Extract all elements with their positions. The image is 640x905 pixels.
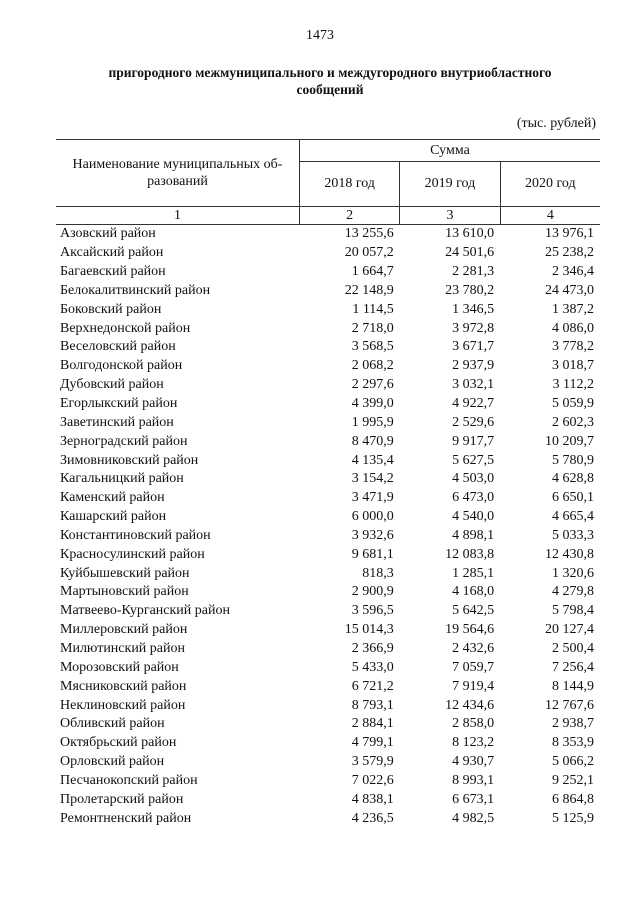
amount-2019: 4 898,1	[452, 527, 495, 543]
municipality-name: Куйбышевский район	[60, 565, 190, 581]
amount-2019: 8 993,1	[452, 772, 495, 788]
municipality-name: Заветинский район	[60, 414, 174, 430]
amount-2018: 4 399,0	[351, 396, 394, 412]
column-number-row	[56, 207, 600, 225]
amount-2020: 20 127,4	[545, 622, 594, 638]
amount-2020: 12 430,8	[545, 546, 594, 562]
table-row	[56, 677, 600, 696]
column-number-2: 2	[299, 207, 399, 225]
amount-2019: 12 083,8	[445, 546, 495, 562]
amount-2018: 2 884,1	[351, 716, 394, 732]
table-row	[56, 395, 600, 414]
amount-2018: 4 838,1	[351, 791, 394, 807]
municipality-name: Кашарский район	[60, 509, 167, 525]
amount-2020: 6 864,8	[552, 791, 594, 807]
municipality-name: Константиновский район	[60, 527, 211, 543]
table-row	[56, 470, 600, 489]
header-name-column	[56, 140, 299, 207]
amount-2019: 13 610,0	[445, 226, 495, 242]
table-row	[56, 545, 600, 564]
amount-2018: 2 718,0	[351, 320, 394, 336]
amount-2020: 3 778,2	[552, 339, 594, 355]
amount-2020: 9 252,1	[552, 772, 594, 788]
units-label: (тыс. рублей)	[516, 116, 596, 131]
municipality-name: Обливский район	[60, 716, 165, 732]
municipality-name: Октябрьский район	[60, 735, 177, 751]
amount-2018: 8 793,1	[351, 697, 394, 713]
amount-2020: 2 938,7	[552, 716, 594, 732]
header-name-line-2: разований	[147, 174, 208, 189]
amount-2018: 818,3	[362, 565, 394, 581]
table-row	[56, 564, 600, 583]
municipality-name: Егорлыкский район	[60, 396, 178, 412]
amount-2018: 6 721,2	[351, 678, 394, 694]
amount-2019: 2 858,0	[452, 716, 495, 732]
amount-2020: 12 767,6	[545, 697, 594, 713]
amount-2018: 2 366,9	[351, 640, 394, 656]
table-row	[56, 263, 600, 282]
table-row	[56, 527, 600, 546]
table-row	[56, 338, 600, 357]
table-row	[56, 225, 600, 244]
amount-2018: 4 135,4	[351, 452, 394, 468]
municipality-name: Азовский район	[60, 226, 156, 242]
table-row	[56, 300, 600, 319]
municipality-name: Морозовский район	[60, 659, 179, 675]
table-row	[56, 753, 600, 772]
table-row	[56, 432, 600, 451]
municipality-name: Аксайский район	[60, 245, 164, 261]
municipality-name: Волгодонской район	[60, 358, 183, 374]
header-year-2018: 2018 год	[299, 162, 399, 207]
amount-2019: 24 501,6	[445, 245, 495, 261]
table-row	[56, 357, 600, 376]
amount-2019: 1 285,1	[452, 565, 495, 581]
amount-2018: 8 470,9	[351, 433, 394, 449]
amount-2018: 2 297,6	[351, 377, 394, 393]
municipality-name: Зерноградский район	[60, 433, 188, 449]
municipality-name: Мясниковский район	[60, 678, 187, 694]
municipality-name: Веселовский район	[60, 339, 176, 355]
table-row	[56, 451, 600, 470]
table-row	[56, 413, 600, 432]
amount-2018: 1 664,7	[351, 264, 394, 280]
amount-2020: 5 780,9	[552, 452, 594, 468]
amount-2019: 4 168,0	[452, 584, 495, 600]
municipality-name: Кагальницкий район	[60, 471, 184, 487]
amount-2018: 5 433,0	[351, 659, 394, 675]
amount-2020: 5 066,2	[552, 754, 594, 770]
municipality-name: Пролетарский район	[60, 791, 184, 807]
amount-2019: 2 281,3	[452, 264, 495, 280]
amount-2019: 2 937,9	[452, 358, 495, 374]
municipality-name: Ремонтненский район	[60, 810, 192, 826]
amount-2019: 3 671,7	[452, 339, 495, 355]
table-row	[56, 771, 600, 790]
table-row	[56, 319, 600, 338]
amount-2018: 9 681,1	[351, 546, 394, 562]
amount-2019: 5 642,5	[452, 603, 495, 619]
municipality-name: Матвеево-Курганский район	[60, 603, 230, 619]
municipality-name: Белокалитвинский район	[60, 282, 211, 298]
amount-2019: 5 627,5	[452, 452, 495, 468]
amount-2018: 1 114,5	[352, 301, 394, 317]
amount-2019: 6 673,1	[452, 791, 495, 807]
amount-2020: 4 279,8	[552, 584, 594, 600]
municipality-name: Песчанокопский район	[60, 772, 198, 788]
amount-2019: 3 972,8	[452, 320, 495, 336]
amount-2019: 2 529,6	[452, 414, 495, 430]
document-heading	[50, 64, 610, 98]
table-row	[56, 508, 600, 527]
municipality-name: Боковский район	[60, 301, 162, 317]
header-year-2019: 2019 год	[400, 162, 500, 207]
table-row	[56, 809, 600, 828]
amount-2019: 2 432,6	[452, 640, 495, 656]
amount-2019: 4 930,7	[452, 754, 495, 770]
amount-2020: 5 798,4	[552, 603, 594, 619]
table-row	[56, 621, 600, 640]
column-number-4: 4	[500, 207, 600, 225]
municipality-name: Дубовский район	[60, 377, 164, 393]
amount-2020: 2 346,4	[552, 264, 594, 280]
table-body	[56, 225, 600, 829]
amount-2018: 15 014,3	[344, 622, 394, 638]
municipality-name: Неклиновский район	[60, 697, 186, 713]
amount-2019: 3 032,1	[452, 377, 495, 393]
amount-2020: 25 238,2	[545, 245, 594, 261]
table-row	[56, 658, 600, 677]
amount-2019: 4 922,7	[452, 396, 495, 412]
amount-2018: 13 255,6	[344, 226, 394, 242]
amount-2020: 1 387,2	[552, 301, 594, 317]
municipality-name: Красносулинский район	[60, 546, 205, 562]
amount-2019: 23 780,2	[445, 282, 495, 298]
header-name-line-1: Наименование муниципальных об-	[72, 157, 283, 172]
heading-line-1: пригородного межмуниципального и междугородного внутриобластного	[108, 65, 552, 80]
amount-2018: 3 568,5	[351, 339, 394, 355]
amount-2020: 5 059,9	[552, 396, 594, 412]
amount-2019: 6 473,0	[452, 490, 495, 506]
amount-2018: 3 932,6	[351, 527, 394, 543]
amount-2019: 12 434,6	[445, 697, 495, 713]
municipality-name: Миллеровский район	[60, 622, 188, 638]
municipality-name: Багаевский район	[60, 264, 166, 280]
column-number-3: 3	[400, 207, 500, 225]
table-row	[56, 376, 600, 395]
amount-2020: 5 033,3	[552, 527, 594, 543]
amount-2020: 2 500,4	[552, 640, 594, 656]
municipality-name: Зимовниковский район	[60, 452, 199, 468]
amount-2019: 1 346,5	[452, 301, 495, 317]
amount-2020: 7 256,4	[552, 659, 594, 675]
amount-2019: 4 982,5	[452, 810, 495, 826]
amount-2019: 7 059,7	[452, 659, 495, 675]
table-row	[56, 583, 600, 602]
amount-2018: 3 596,5	[351, 603, 394, 619]
amount-2020: 4 086,0	[552, 320, 594, 336]
column-number-1: 1	[56, 207, 299, 225]
heading-line-2: сообщений	[296, 82, 364, 97]
amount-2018: 4 799,1	[351, 735, 394, 751]
amount-2020: 8 353,9	[552, 735, 594, 751]
amount-2018: 1 995,9	[351, 414, 394, 430]
amount-2018: 2 068,2	[351, 358, 394, 374]
table-row	[56, 602, 600, 621]
amount-2018: 3 471,9	[351, 490, 394, 506]
amount-2020: 6 650,1	[552, 490, 594, 506]
table-row	[56, 734, 600, 753]
amount-2018: 7 022,6	[351, 772, 394, 788]
table-row	[56, 282, 600, 301]
amount-2018: 3 579,9	[351, 754, 394, 770]
amount-2019: 7 919,4	[452, 678, 495, 694]
page-number: 1473	[306, 28, 334, 43]
funding-table	[56, 139, 600, 828]
municipality-name: Мартыновский район	[60, 584, 189, 600]
amount-2020: 5 125,9	[552, 810, 594, 826]
amount-2018: 4 236,5	[351, 810, 394, 826]
amount-2019: 4 503,0	[452, 471, 495, 487]
table-row	[56, 715, 600, 734]
header-sum: Сумма	[299, 140, 600, 162]
table-row	[56, 696, 600, 715]
table-row	[56, 489, 600, 508]
header-year-2020: 2020 год	[500, 162, 600, 207]
amount-2018: 22 148,9	[344, 282, 394, 298]
amount-2020: 3 018,7	[552, 358, 594, 374]
amount-2020: 4 665,4	[552, 509, 594, 525]
amount-2020: 3 112,2	[552, 377, 594, 393]
amount-2018: 20 057,2	[344, 245, 394, 261]
amount-2020: 8 144,9	[552, 678, 594, 694]
municipality-name: Верхнедонской район	[60, 320, 191, 336]
table-row	[56, 244, 600, 263]
municipality-name: Каменский район	[60, 490, 165, 506]
amount-2019: 19 564,6	[445, 622, 495, 638]
amount-2018: 3 154,2	[351, 471, 394, 487]
amount-2020: 4 628,8	[552, 471, 594, 487]
table-row	[56, 790, 600, 809]
amount-2019: 8 123,2	[452, 735, 495, 751]
amount-2020: 24 473,0	[545, 282, 594, 298]
amount-2020: 1 320,6	[552, 565, 594, 581]
municipality-name: Орловский район	[60, 754, 165, 770]
municipality-name: Милютинский район	[60, 640, 186, 656]
amount-2020: 10 209,7	[545, 433, 594, 449]
amount-2020: 13 976,1	[545, 226, 594, 242]
amount-2018: 2 900,9	[351, 584, 394, 600]
table-row	[56, 640, 600, 659]
amount-2018: 6 000,0	[351, 509, 394, 525]
amount-2019: 9 917,7	[452, 433, 495, 449]
amount-2020: 2 602,3	[552, 414, 594, 430]
amount-2019: 4 540,0	[452, 509, 495, 525]
